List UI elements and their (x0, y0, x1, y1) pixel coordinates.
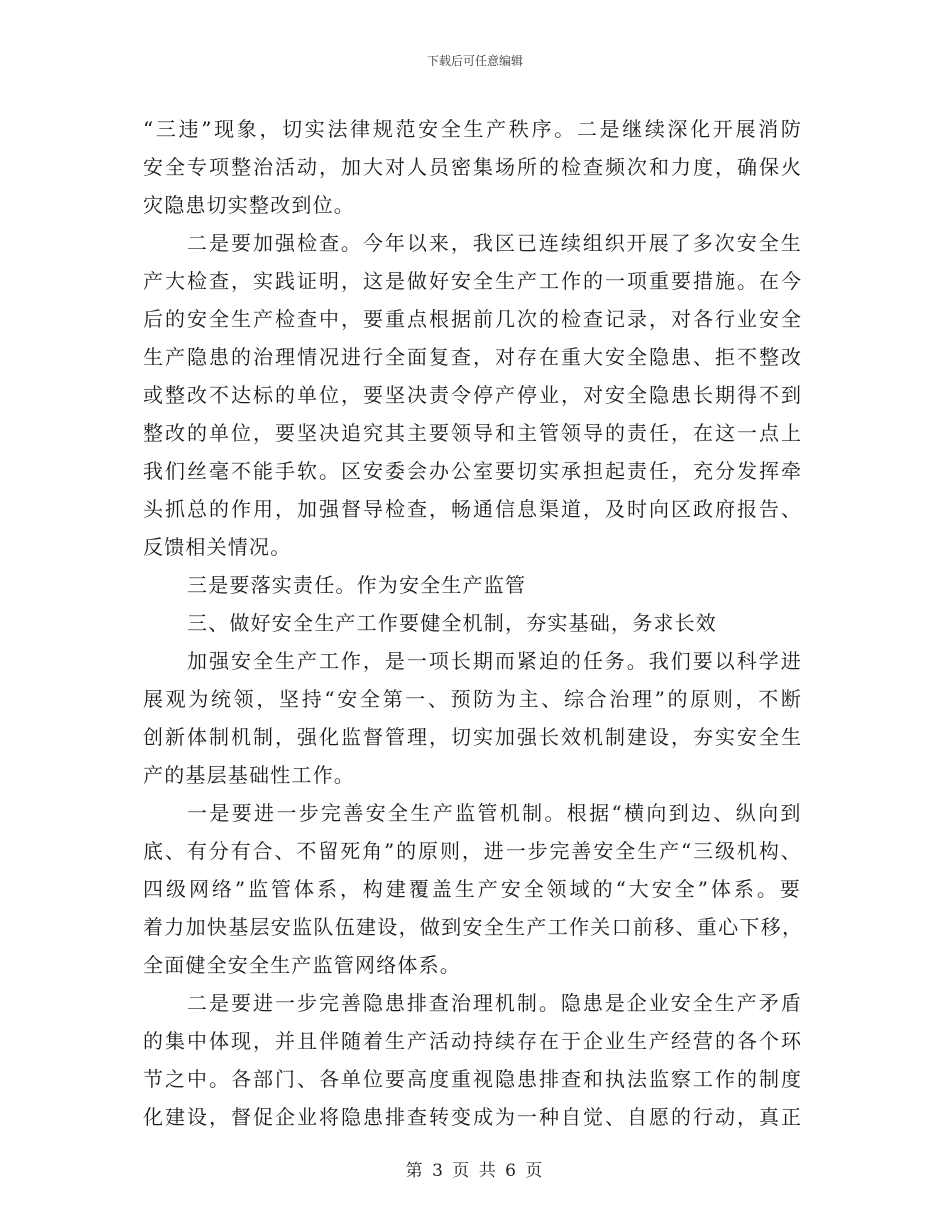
text-line: 产的基层基础性工作。 (143, 763, 355, 787)
text-line: 反馈相关情况。 (143, 535, 292, 559)
text-line: 整改的单位，要坚决追究其主要领导和主管领导的责任，在这一点上 (143, 421, 803, 445)
document-body (143, 110, 803, 1136)
text-line: 节之中。各部门、各单位要高度重视隐患排查和执法监察工作的制度 (143, 1067, 803, 1091)
text-line: 灾隐患切实整改到位。 (143, 193, 355, 217)
text-line: 头抓总的作用，加强督导检查，畅通信息渠道，及时向区政府报告、 (143, 497, 803, 521)
text-line: 着力加快基层安监队伍建设，做到安全生产工作关口前移、重心下移， (143, 915, 804, 939)
text-line: 四级网络”监管体系，构建覆盖生产安全领域的“大安全”体系。要 (143, 877, 803, 901)
text-line: “三违”现象，切实法律规范安全生产秩序。二是继续深化开展消防 (143, 117, 804, 141)
text-line: 二是要进一步完善隐患排查治理机制。隐患是企业安全生产矛盾 (187, 991, 803, 1015)
text-line: 创新体制机制，强化监督管理，切实加强长效机制建设，夯实安全生 (143, 725, 803, 749)
text-line: 后的安全生产检查中，要重点根据前几次的检查记录，对各行业安全 (143, 307, 803, 331)
text-line: 生产隐患的治理情况进行全面复查，对存在重大安全隐患、拒不整改 (143, 345, 803, 369)
text-line: 或整改不达标的单位，要坚决责令停产停业，对安全隐患长期得不到 (143, 383, 803, 407)
text-line: 底、有分有合、不留死角”的原则，进一步完善安全生产“三级机构、 (143, 839, 803, 863)
text-line: 产大检查，实践证明，这是做好安全生产工作的一项重要措施。在今 (143, 269, 803, 293)
page-number: 第 3 页 共 6 页 (405, 1161, 545, 1181)
page-header-note: 下载后可任意编辑 (426, 54, 523, 68)
text-line: 展观为统领，坚持“安全第一、预防为主、综合治理”的原则，不断 (143, 687, 804, 711)
text-line: 三、做好安全生产工作要健全机制，夯实基础，务求长效 (187, 611, 717, 635)
text-line: 的集中体现，并且伴随着生产活动持续存在于企业生产经营的各个环 (143, 1029, 803, 1053)
text-line: 全面健全安全生产监管网络体系。 (143, 953, 461, 977)
text-line: 加强安全生产工作，是一项长期而紧迫的任务。我们要以科学进 (187, 649, 803, 673)
text-line: 化建设，督促企业将隐患排查转变成为一种自觉、自愿的行动，真正 (143, 1105, 803, 1129)
text-line: 我们丝毫不能手软。区安委会办公室要切实承担起责任，充分发挥牵 (143, 459, 803, 483)
text-line: 二是要加强检查。今年以来，我区已连续组织开展了多次安全生 (187, 231, 803, 255)
text-line: 一是要进一步完善安全生产监管机制。根据“横向到边、纵向到 (187, 801, 803, 825)
text-line: 三是要落实责任。作为安全生产监管 (187, 573, 527, 597)
text-line: 安全专项整治活动，加大对人员密集场所的检查频次和力度，确保火 (143, 155, 803, 179)
